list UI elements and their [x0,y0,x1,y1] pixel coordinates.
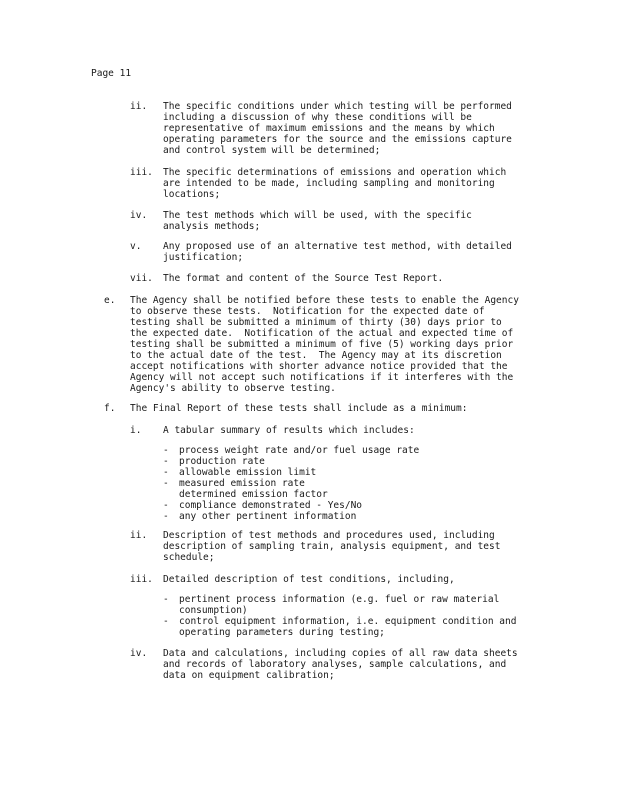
item-text: A tabular summary of results which includes: [163,425,415,436]
item-label: iii. [130,167,153,178]
item-text: The specific conditions under which testing will be performed including a discussion of why these conditions will be representative of maximum emissions and the means by which operating parameters for the source and the emissions capture and control system will be determined; [163,101,512,156]
bullet-item: - process weight rate and/or fuel usage rate [163,445,420,456]
bullet-item: - measured emission rate determined emission factor [163,478,328,500]
bullet-item: - any other pertinent information [163,511,357,522]
item-label: vii. [130,273,153,284]
conditions-bullet-list [163,594,563,638]
item-text: Any proposed use of an alternative test method, with detailed justification; [163,241,512,263]
item-label: iii. [130,574,153,585]
item-label: ii. [130,530,148,541]
item-text: Detailed description of test conditions, including, [163,574,455,585]
item-label: v. [130,241,142,252]
item-label: ii. [130,101,148,112]
page-number: Page 11 [91,68,132,79]
bullet-item: - production rate [163,456,265,467]
item-label: iv. [130,648,148,659]
bullet-item: - pertinent process information (e.g. fuel or raw material consumption) [163,594,500,616]
item-text: Data and calculations, including copies of all raw data sheets and records of laboratory analyses, sample calculations, and data on equipment calibration; [163,648,518,681]
item-text: Description of test methods and procedures used, including description of sampling train, analysis equipment, and test schedule; [163,530,501,563]
item-label: f. [104,403,116,414]
bullet-item: - compliance demonstrated - Yes/No [163,500,363,511]
item-text: The Agency shall be notified before these tests to enable the Agency to observe these tests. Notification for the expected date of testing shall be submitted a minimum of thirty (30) days prior to the expected date. Notification of the actual and expected time of testing shall be submitted a minimum of five (5) working days prior to the actual date of the test. The Agency may at its discretion accept notifications with shorter advance notice provided that the Agency will not accept such notifications if it interferes with the Agency's ability to observe testing. [130,295,519,394]
bullet-item: - allowable emission limit [163,467,317,478]
item-text: The test methods which will be used, with the specific analysis methods; [163,210,472,232]
bullet-item: - control equipment information, i.e. equipment condition and operating parameters during testing; [163,616,517,638]
item-text: The specific determinations of emissions and operation which are intended to be made, including sampling and monitoring locations; [163,167,507,200]
item-label: i. [130,425,142,436]
item-label: iv. [130,210,148,221]
item-label: e. [104,295,116,306]
item-text: The format and content of the Source Test Report. [163,273,444,284]
item-text: The Final Report of these tests shall include as a minimum: [130,403,468,414]
summary-bullet-list [163,445,563,522]
